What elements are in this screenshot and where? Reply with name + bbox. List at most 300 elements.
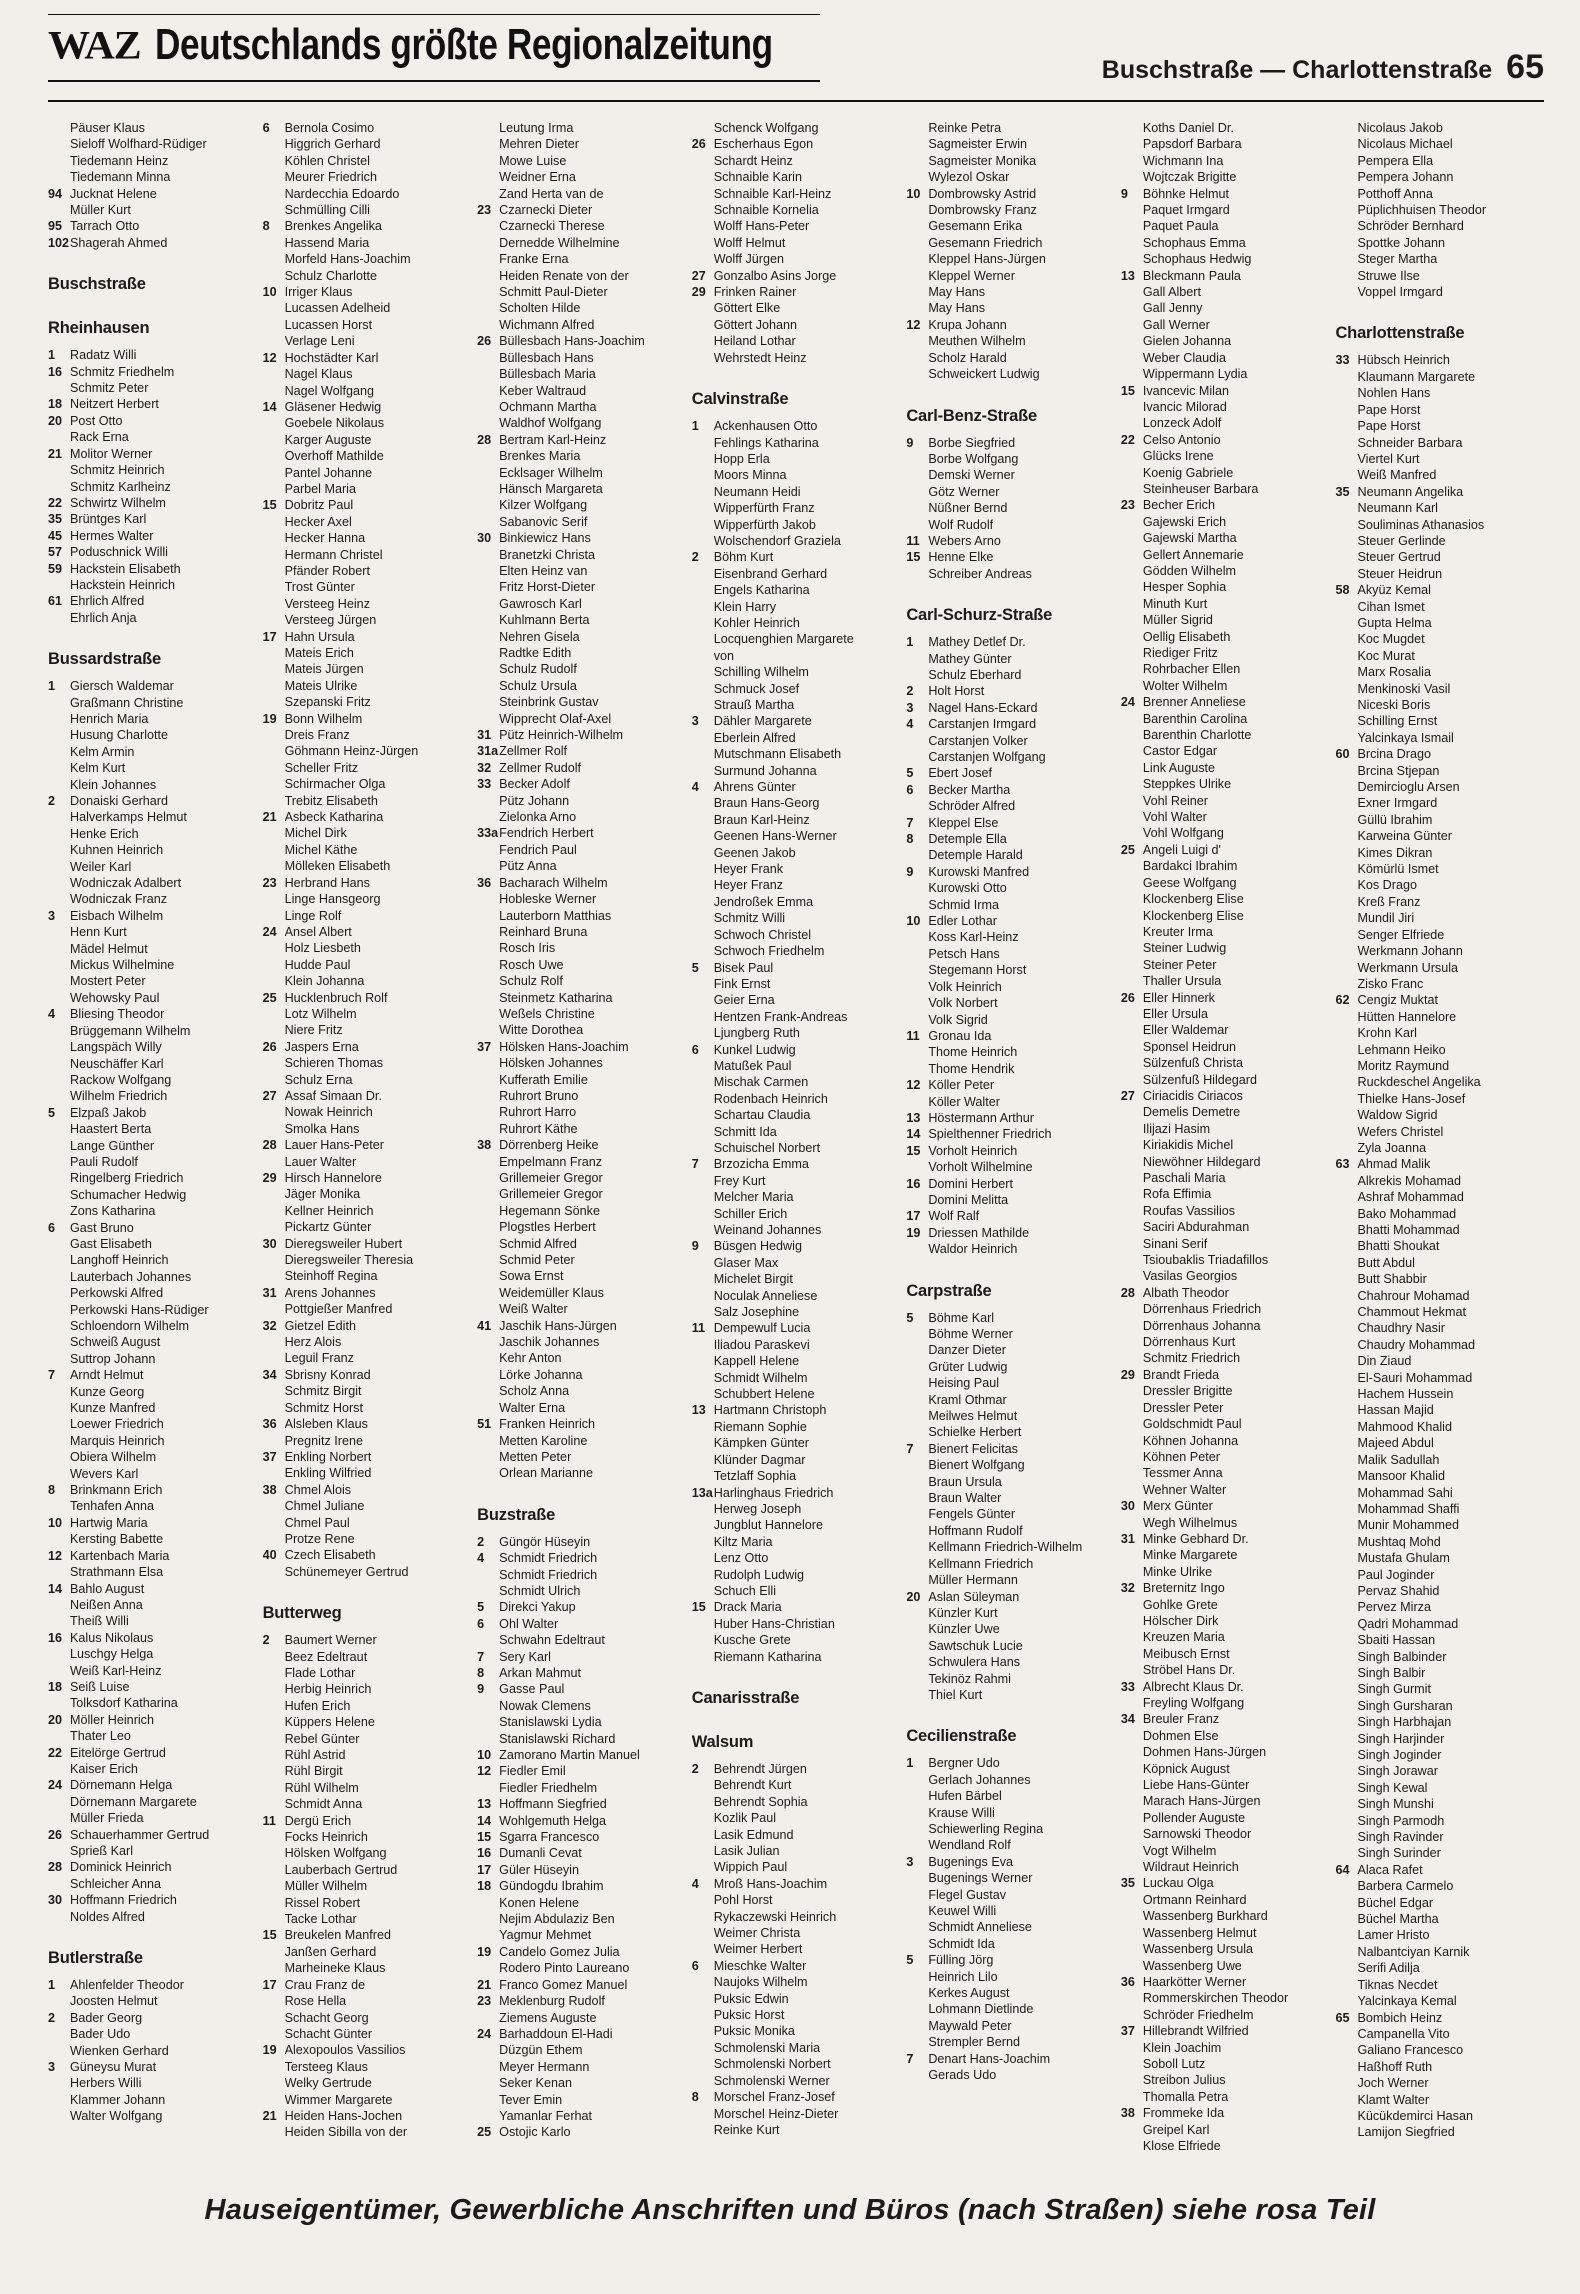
resident-entry (477, 202, 686, 218)
resident-name: Schmitz Horst (284, 1400, 363, 1415)
house-number (263, 186, 285, 202)
house-number (1121, 1629, 1143, 1645)
resident-name: Böhme Karl (928, 1310, 995, 1325)
resident-name: Niewöhner Hildegard (1142, 1154, 1261, 1169)
resident-name: Mroß Hans-Joachim (713, 1876, 828, 1891)
page-number: 65 (1506, 48, 1544, 86)
house-number (692, 1304, 714, 1320)
resident-name: Heiden Hans-Jochen (284, 2108, 403, 2123)
resident-name: Schmid Irma (928, 897, 999, 912)
house-number (692, 300, 714, 316)
resident-name: Jaspers Erna (284, 1039, 359, 1054)
house-number (477, 1252, 499, 1268)
resident-name: Göttert Elke (713, 301, 781, 316)
house-number (1121, 169, 1143, 185)
resident-name: Nagel Wolfgang (284, 383, 374, 398)
resident-name: Szepanski Fritz (284, 695, 371, 710)
resident-entry (263, 1285, 472, 1301)
resident-entry (692, 877, 901, 893)
resident-entry (48, 1285, 257, 1301)
house-number (1121, 448, 1143, 464)
house-number: 13 (477, 1797, 492, 1812)
resident-entry (477, 842, 686, 858)
resident-entry (477, 563, 686, 579)
house-number: 15 (906, 550, 921, 565)
house-number (692, 1222, 714, 1238)
resident-entry (1335, 861, 1544, 877)
resident-entry (906, 667, 1115, 683)
resident-entry (1335, 1714, 1544, 1730)
resident-entry (1121, 1629, 1330, 1645)
resident-name: Nagel Klaus (284, 367, 353, 382)
resident-name: Molitor Werner (70, 446, 153, 461)
resident-name: Kelm Armin (70, 744, 135, 759)
street-heading: Carl-Benz-Straße (906, 406, 1037, 425)
resident-entry (1121, 2040, 1330, 2056)
resident-name: Rack Erna (70, 430, 129, 445)
house-number: 7 (906, 1441, 914, 1456)
resident-entry (48, 908, 257, 924)
resident-name: Hölsken Hans-Joachim (499, 1039, 629, 1054)
resident-entry (1121, 1646, 1330, 1662)
page-header-right (1102, 48, 1544, 87)
resident-name: Klein Joachim (1142, 2040, 1222, 2055)
house-number: 17 (262, 629, 277, 644)
resident-entry (48, 495, 257, 511)
house-number (48, 1613, 70, 1629)
resident-name: Carstanjen Irmgard (928, 717, 1037, 732)
resident-name: Webers Arno (928, 533, 1001, 548)
resident-name: Ströbel Hans Dr. (1142, 1663, 1236, 1678)
resident-entry (263, 415, 472, 431)
resident-name: Nüßner Bernd (928, 501, 1008, 516)
resident-entry (906, 1870, 1115, 1886)
resident-entry (1121, 1334, 1330, 1350)
resident-entry (692, 664, 901, 680)
house-number (692, 697, 714, 713)
house-number (1335, 812, 1357, 828)
resident-entry (263, 1681, 472, 1697)
resident-entry (477, 1416, 686, 1432)
house-number (692, 1337, 714, 1353)
resident-entry (1335, 1845, 1544, 1861)
house-number (692, 1991, 714, 2007)
resident-name: Geese Wolfgang (1142, 875, 1237, 890)
resident-entry (1335, 1534, 1544, 1550)
resident-name: Schacht Günter (284, 2026, 373, 2041)
resident-entry (477, 776, 686, 792)
resident-name: Rodero Pinto Laureano (499, 1961, 630, 1976)
house-number (1121, 1383, 1143, 1399)
resident-name: Link Auguste (1142, 760, 1216, 775)
house-number: 64 (1335, 1862, 1350, 1877)
resident-entry (263, 1449, 472, 1465)
resident-name: Henke Erich (70, 826, 139, 841)
resident-name: Kücükdemirci Hasan (1357, 2108, 1473, 2123)
resident-name: Scholz Harald (928, 350, 1007, 365)
resident-entry (1121, 218, 1330, 234)
resident-entry (48, 1449, 257, 1465)
house-number (692, 1255, 714, 1271)
resident-entry (1335, 1107, 1544, 1123)
resident-name: Yagmur Mehmet (499, 1928, 592, 1943)
resident-entry (1335, 1058, 1544, 1074)
house-number (906, 1523, 928, 1539)
resident-name: Kappell Helene (713, 1354, 800, 1369)
resident-entry (48, 1105, 257, 1121)
house-number (906, 333, 928, 349)
house-number (906, 1985, 928, 2001)
resident-entry (477, 432, 686, 448)
resident-name: Weimer Herbert (713, 1942, 803, 1957)
resident-name: Fendrich Herbert (499, 826, 594, 841)
resident-entry (48, 1252, 257, 1268)
house-number (477, 1367, 499, 1383)
house-number (692, 631, 714, 647)
resident-name: Grillemeier Gregor (499, 1187, 603, 1202)
resident-entry (48, 973, 257, 989)
resident-name: Majeed Abdul (1357, 1436, 1434, 1451)
house-number (477, 383, 499, 399)
resident-entry (692, 1777, 901, 1793)
resident-entry (906, 1952, 1115, 1968)
resident-entry (477, 1137, 686, 1153)
resident-entry (48, 544, 257, 560)
resident-entry (48, 1482, 257, 1498)
resident-name: Püplichhuisen Theodor (1357, 203, 1487, 218)
resident-entry (48, 1400, 257, 1416)
house-number (48, 1236, 70, 1252)
house-number (477, 1203, 499, 1219)
resident-entry (906, 533, 1115, 549)
resident-name: Schmolenski Werner (713, 2073, 830, 2088)
house-number (692, 120, 714, 136)
resident-entry (263, 1465, 472, 1481)
resident-name: Rose Hella (284, 1994, 347, 2009)
house-number: 4 (906, 717, 914, 732)
resident-name: Schneider Barbara (1357, 435, 1463, 450)
resident-name: Perkowski Alfred (70, 1286, 164, 1301)
house-number (477, 711, 499, 727)
resident-entry (906, 1523, 1115, 1539)
resident-entry (692, 894, 901, 910)
house-number (477, 448, 499, 464)
resident-name: Bergner Udo (928, 1756, 1000, 1771)
resident-name: Gesemann Friedrich (928, 235, 1043, 250)
resident-name: Wolf Rudolf (928, 517, 994, 532)
house-number (906, 1375, 928, 1391)
house-number (48, 875, 70, 891)
resident-name: Walter Wolfgang (70, 2109, 163, 2124)
house-number (477, 842, 499, 858)
resident-name: Koc Murat (1357, 648, 1415, 663)
resident-name: Tessmer Anna (1142, 1466, 1223, 1481)
resident-entry (692, 268, 901, 284)
resident-entry (477, 1367, 686, 1383)
house-number (1335, 1485, 1357, 1501)
resident-entry (1121, 153, 1330, 169)
resident-name: Ruhrort Harro (499, 1105, 577, 1120)
house-number: 33 (1120, 1679, 1135, 1694)
house-number (48, 2108, 70, 2124)
house-number: 30 (477, 531, 492, 546)
resident-name: Pape Horst (1357, 419, 1421, 434)
resident-entry (48, 511, 257, 527)
resident-name: Wipperfürth Jakob (713, 517, 816, 532)
resident-name: Pfänder Robert (284, 563, 370, 578)
house-number (48, 891, 70, 907)
resident-name: Mohammad Sahi (1357, 1485, 1453, 1500)
house-number: 8 (48, 1483, 56, 1498)
resident-entry (1335, 1813, 1544, 1829)
house-number (263, 579, 285, 595)
house-number (1121, 1859, 1143, 1875)
house-number (906, 2018, 928, 2034)
resident-entry (906, 1671, 1115, 1687)
resident-entry (48, 826, 257, 842)
resident-name: Becker Adolf (499, 777, 570, 792)
resident-name: Flade Lothar (284, 1665, 356, 1680)
resident-entry (477, 465, 686, 481)
resident-entry (263, 481, 472, 497)
resident-entry (692, 1107, 901, 1123)
house-number: 28 (477, 432, 492, 447)
resident-name: Ecklsager Wilhelm (499, 465, 603, 480)
house-number (906, 484, 928, 500)
resident-entry (477, 366, 686, 382)
resident-entry (692, 1941, 901, 1957)
resident-name: Wolff Hans-Peter (713, 219, 810, 234)
resident-entry (1121, 317, 1330, 333)
house-number (477, 399, 499, 415)
resident-entry (1335, 1862, 1544, 1878)
resident-entry (477, 2124, 686, 2140)
house-number (48, 1646, 70, 1662)
resident-name: Zamorano Martin Manuel (499, 1748, 640, 1762)
house-number: 9 (1120, 186, 1128, 201)
resident-name: Koc Mugdet (1357, 632, 1425, 647)
house-number: 30 (1120, 1499, 1135, 1514)
resident-name: Domini Melitta (928, 1192, 1009, 1207)
resident-entry (1121, 268, 1330, 284)
resident-entry (906, 2018, 1115, 2034)
house-number (477, 858, 499, 874)
resident-name: Kellmann Friedrich (928, 1556, 1034, 1571)
house-number (48, 2092, 70, 2108)
resident-entry (1335, 1616, 1544, 1632)
resident-name: Loewer Friedrich (70, 1417, 164, 1432)
resident-name: Breuler Franz (1142, 1712, 1220, 1727)
house-number (1335, 1517, 1357, 1533)
house-number (263, 2026, 285, 2042)
house-number (263, 793, 285, 809)
resident-entry (1335, 1452, 1544, 1468)
house-number (1121, 1252, 1143, 1268)
house-number (692, 1892, 714, 1908)
street-heading: Buschstraße (48, 275, 146, 294)
house-number (1335, 615, 1357, 631)
resident-name: Kiriakidis Michel (1142, 1138, 1234, 1153)
resident-entry (477, 973, 686, 989)
resident-entry (477, 448, 686, 464)
resident-entry (906, 1854, 1115, 1870)
resident-name: Kartenbach Maria (70, 1548, 170, 1563)
resident-entry (477, 1121, 686, 1137)
resident-name: Güneysu Murat (70, 2060, 157, 2075)
resident-entry (692, 1222, 901, 1238)
resident-entry (48, 1712, 257, 1728)
resident-name: Seiß Luise (70, 1679, 130, 1694)
resident-name: Schwoch Christel (713, 927, 812, 942)
resident-entry (1335, 992, 1544, 1008)
house-number (477, 973, 499, 989)
house-number (263, 1911, 285, 1927)
resident-entry (1121, 727, 1330, 743)
resident-name: Güngör Hüseyin (499, 1534, 591, 1549)
resident-name: Kellner Heinrich (284, 1203, 374, 1218)
resident-entry (477, 1681, 686, 1697)
resident-entry (692, 943, 901, 959)
house-number (48, 1138, 70, 1154)
resident-name: Radtke Edith (499, 646, 572, 660)
resident-name: Franke Erna (499, 252, 569, 267)
resident-entry (1121, 169, 1330, 185)
resident-entry (1121, 350, 1330, 366)
resident-entry (263, 1780, 472, 1796)
house-number (1121, 612, 1143, 628)
house-number: 1 (906, 1756, 914, 1771)
resident-entry (1121, 547, 1330, 563)
house-number (263, 1498, 285, 1514)
resident-name: Dombrowsky Astrid (928, 186, 1037, 201)
house-number: 23 (262, 875, 277, 890)
resident-name: Domini Herbert (928, 1176, 1013, 1191)
house-number: 95 (48, 219, 63, 234)
house-number (1121, 547, 1143, 563)
resident-name: Crau Franz de (284, 1977, 366, 1992)
resident-entry (477, 1039, 686, 1055)
house-number (1121, 350, 1143, 366)
house-number (906, 667, 928, 683)
house-number (477, 1285, 499, 1301)
resident-name: Behrendt Sophia (713, 1794, 808, 1809)
resident-entry (477, 120, 686, 136)
resident-name: Frey Kurt (713, 1173, 766, 1188)
resident-name: Eberlein Alfred (713, 730, 796, 745)
house-number (263, 2124, 285, 2140)
house-number (1121, 1219, 1143, 1235)
resident-entry (906, 169, 1115, 185)
resident-name: Rommerskirchen Theodor (1142, 1991, 1289, 2006)
house-number (1335, 648, 1357, 664)
resident-entry (263, 612, 472, 628)
resident-entry (906, 1969, 1115, 1985)
house-number: 21 (262, 810, 277, 825)
resident-entry (1335, 435, 1544, 451)
resident-entry (48, 396, 257, 412)
resident-entry (477, 2042, 686, 2058)
house-number (1121, 514, 1143, 530)
resident-name: Tekinöz Rahmi (928, 1671, 1011, 1686)
house-number (906, 153, 928, 169)
resident-entry (906, 317, 1115, 333)
resident-name: Puksic Edwin (713, 1991, 789, 2006)
resident-name: Hesper Sophia (1142, 580, 1227, 595)
resident-entry (692, 169, 901, 185)
resident-name: Sponsel Heidrun (1142, 1039, 1237, 1054)
resident-name: Donaiski Gerhard (70, 794, 168, 808)
house-number (48, 711, 70, 727)
house-number (477, 1780, 499, 1796)
resident-entry (1121, 1449, 1330, 1465)
house-number (477, 1895, 499, 1911)
house-number (1121, 579, 1143, 595)
house-number (1335, 1960, 1357, 1976)
house-number (477, 793, 499, 809)
resident-entry (906, 350, 1115, 366)
house-number (477, 1714, 499, 1730)
resident-entry (477, 1350, 686, 1366)
house-number (263, 1747, 285, 1763)
house-number (692, 1140, 714, 1156)
resident-name: Nejim Abdulaziz Ben (499, 1912, 615, 1927)
resident-name: Potthoff Anna (1357, 186, 1433, 201)
resident-entry (1335, 1829, 1544, 1845)
resident-entry (906, 1837, 1115, 1853)
resident-entry (48, 744, 257, 760)
resident-entry (48, 1745, 257, 1761)
house-number (1121, 1121, 1143, 1137)
resident-name: Vorholt Wilhelmine (928, 1160, 1033, 1175)
resident-entry (263, 218, 472, 234)
house-number: 10 (262, 285, 277, 300)
house-number (477, 481, 499, 497)
resident-name: Lasik Edmund (713, 1827, 794, 1842)
house-number (692, 730, 714, 746)
resident-entry (1121, 1793, 1330, 1809)
house-number (1335, 697, 1357, 713)
house-number (477, 1121, 499, 1137)
resident-name: Braun Walter (928, 1491, 1002, 1506)
house-number (906, 300, 928, 316)
house-number (263, 1944, 285, 1960)
house-number (1335, 1927, 1357, 1943)
resident-name: Schmidt Ida (928, 1936, 995, 1951)
resident-entry (48, 1892, 257, 1908)
resident-entry (906, 1687, 1115, 1703)
house-number: 26 (1120, 990, 1135, 1005)
house-number: 13 (691, 1403, 706, 1418)
resident-name: Geier Erna (713, 993, 775, 1008)
house-number (692, 1288, 714, 1304)
resident-entry (906, 1490, 1115, 1506)
house-number (477, 169, 499, 185)
resident-entry (263, 1714, 472, 1730)
resident-entry (906, 716, 1115, 732)
house-number (1335, 369, 1357, 385)
house-number: 19 (262, 711, 277, 726)
house-number: 19 (477, 1944, 492, 1959)
house-number: 3 (906, 700, 914, 715)
resident-name: Albath Theodor (1142, 1285, 1229, 1300)
resident-entry (1335, 202, 1544, 218)
resident-name: Thiel Kurt (928, 1687, 983, 1702)
resident-name: Wippermann Lydia (1142, 367, 1248, 382)
resident-name: Weber Claudia (1142, 350, 1226, 365)
listing-column (48, 120, 263, 2170)
house-number (263, 1862, 285, 1878)
resident-entry (1335, 2092, 1544, 2108)
